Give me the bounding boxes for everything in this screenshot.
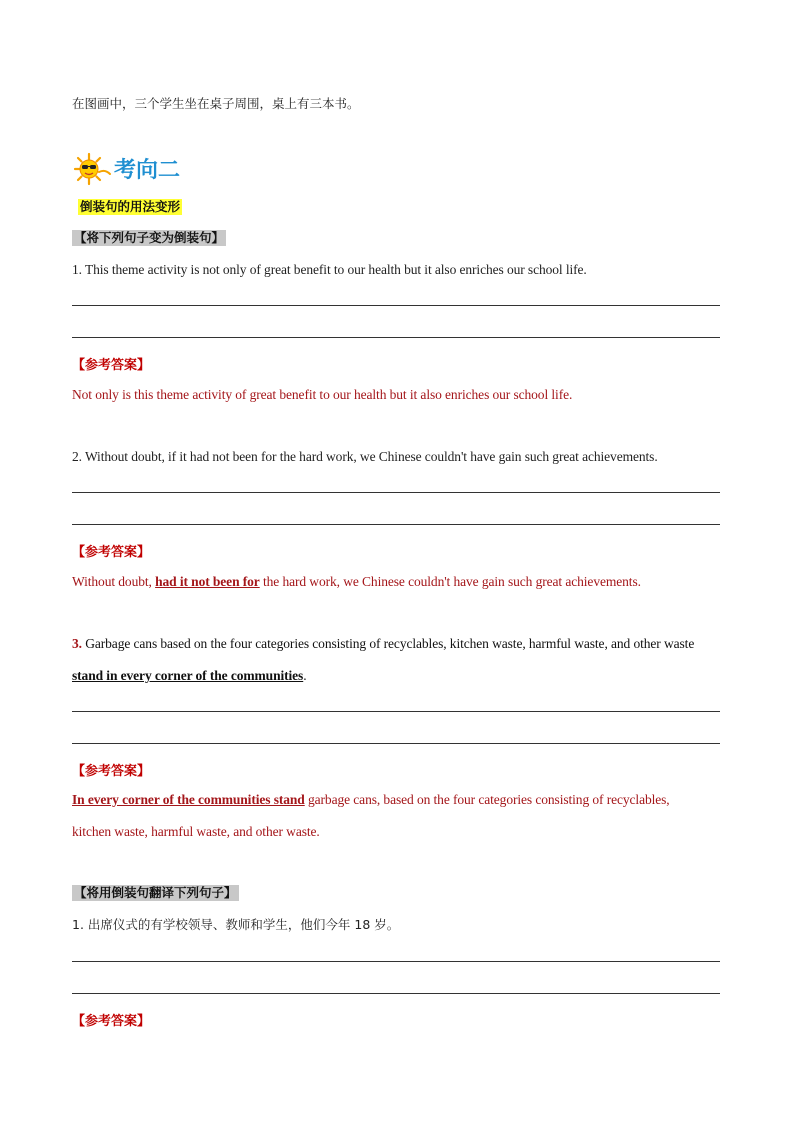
- answer-line: [72, 743, 720, 744]
- answer-title: 【参考答案】: [72, 764, 151, 779]
- intro-sentence: 在图画中，三个学生坐在桌子周围，桌上有三本书。: [72, 96, 360, 111]
- answer-3-rest: garbage cans, based on the four categories consisting of recyclables,: [304, 792, 670, 807]
- translation-question-1: 1. 出席仪式的有学校领导、教师和学生，他们今年 18 岁。: [72, 917, 400, 932]
- answer-line: [72, 492, 720, 493]
- section-heading: 考向二: [114, 158, 181, 183]
- answer-2: [72, 574, 641, 590]
- answer-line: [72, 305, 720, 306]
- answer-line: [72, 337, 720, 338]
- question-2: 2. Without doubt, if it had not been for the hard work, we Chinese couldn't have gain such great achievements.: [72, 449, 658, 464]
- answer-title: 【参考答案】: [72, 1014, 151, 1029]
- question-3-number: 3.: [72, 636, 82, 651]
- question-3-end: .: [303, 668, 307, 683]
- answer-line: [72, 993, 720, 994]
- answer-3-line1: [72, 792, 670, 808]
- answer-line: [72, 524, 720, 525]
- sun-icon: [72, 152, 112, 186]
- question-3-text: Garbage cans based on the four categories consisting of recyclables, kitchen waste, harmful waste, and other waste: [81, 636, 695, 651]
- question-3-line2: [72, 668, 307, 684]
- answer-3-keyword: In every corner of the communities stand: [72, 792, 305, 807]
- section-subtitle: 倒装句的用法变形: [80, 199, 181, 214]
- part1-label: 【将下列句子变为倒装句】: [74, 230, 225, 245]
- answer-title: 【参考答案】: [72, 545, 151, 560]
- part2-label: 【将用倒装句翻译下列句子】: [74, 885, 237, 900]
- answer-line: [72, 711, 720, 712]
- answer-3-line2: kitchen waste, harmful waste, and other waste.: [72, 824, 320, 839]
- question-3-keyword: stand in every corner of the communities: [72, 668, 304, 683]
- answer-title: 【参考答案】: [72, 358, 151, 373]
- answer-1: Not only is this theme activity of great benefit to our health but it also enriches our school life.: [72, 387, 573, 402]
- answer-2-keyword: had it not been for: [155, 574, 260, 589]
- answer-2-pre: Without doubt,: [72, 574, 156, 589]
- question-3-line1: [72, 636, 694, 652]
- answer-2-post: the hard work, we Chinese couldn't have gain such great achievements.: [259, 574, 641, 589]
- answer-line: [72, 961, 720, 962]
- question-1: 1. This theme activity is not only of great benefit to our health but it also enriches our school life.: [72, 262, 587, 277]
